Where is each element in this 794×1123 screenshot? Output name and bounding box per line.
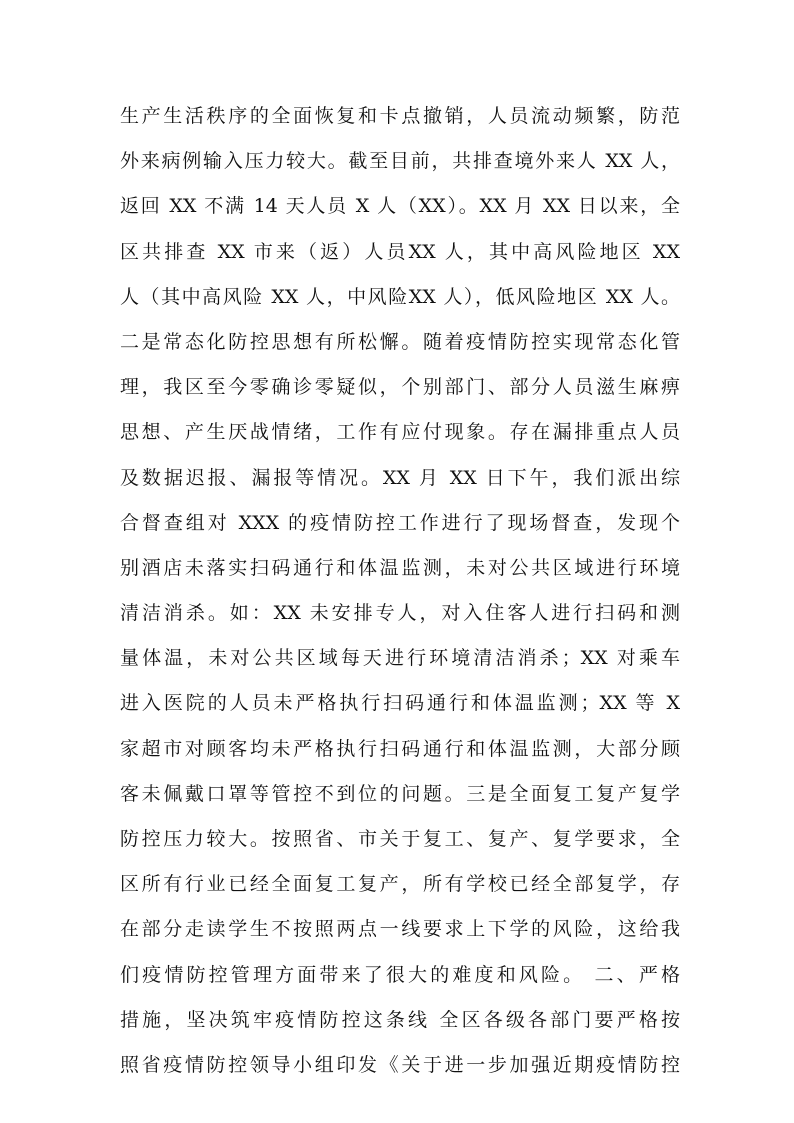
text-line-10: 合督查组对 XXX 的疫情防控工作进行了现场督查，发现个	[120, 511, 680, 534]
text-line-13: 量体温，未对公共区域每天进行环境清洁消杀；XX 对乘车	[120, 647, 680, 670]
text-line-12: 清洁消杀。如：XX 未安排专人，对入住客人进行扫码和测	[120, 602, 680, 625]
text-line-17: 防控压力较大。按照省、市关于复工、复产、复学要求，全	[120, 828, 680, 850]
text-line-5: 人（其中高风险 XX 人，中风险XX 人），低风险地区 XX 人。	[120, 285, 680, 308]
text-line-9: 及数据迟报、漏报等情况。XX 月 XX 日下午，我们派出综	[120, 466, 680, 489]
text-line-6: 二是常态化防控思想有所松懈。随着疫情防控实现常态化管	[120, 330, 680, 353]
text-line-3: 返回 XX 不满 14 天人员 X 人（XX）。XX 月 XX 日以来，全	[120, 195, 680, 218]
text-line-7: 理，我区至今零确诊零疑似，个别部门、部分人员滋生麻痹	[120, 376, 680, 399]
body-text	[120, 94, 680, 1088]
text-line-14: 进入医院的人员未严格执行扫码通行和体温监测；XX 等 X	[120, 692, 680, 715]
text-line-19: 在部分走读学生不按照两点一线要求上下学的风险，这给我	[120, 918, 680, 941]
text-line-11: 别酒店未落实扫码通行和体温监测，未对公共区域进行环境	[120, 556, 680, 579]
text-line-1: 生产生活秩序的全面恢复和卡点撤销，人员流动频繁，防范	[120, 105, 680, 127]
text-line-20: 们疫情防控管理方面带来了很大的难度和风险。 二、严格	[120, 963, 680, 986]
text-line-21: 措施，坚决筑牢疫情防控这条线 全区各级各部门要严格按	[120, 1008, 680, 1031]
text-line-15: 家超市对顾客均未严格执行扫码通行和体温监测，大部分顾	[120, 737, 680, 760]
text-line-22: 照省疫情防控领导小组印发《关于进一步加强近期疫情防控	[120, 1053, 680, 1076]
text-line-18: 区所有行业已经全面复工复产，所有学校已经全部复学，存	[120, 873, 680, 896]
text-line-4: 区共排查 XX 市来（返）人员XX 人，其中高风险地区 XX	[120, 240, 680, 263]
text-line-8: 思想、产生厌战情绪，工作有应付现象。存在漏排重点人员	[120, 421, 680, 444]
text-line-2: 外来病例输入压力较大。截至目前，共排查境外来人 XX 人，	[120, 150, 680, 173]
text-line-16: 客未佩戴口罩等管控不到位的问题。三是全面复工复产复学	[120, 782, 680, 805]
